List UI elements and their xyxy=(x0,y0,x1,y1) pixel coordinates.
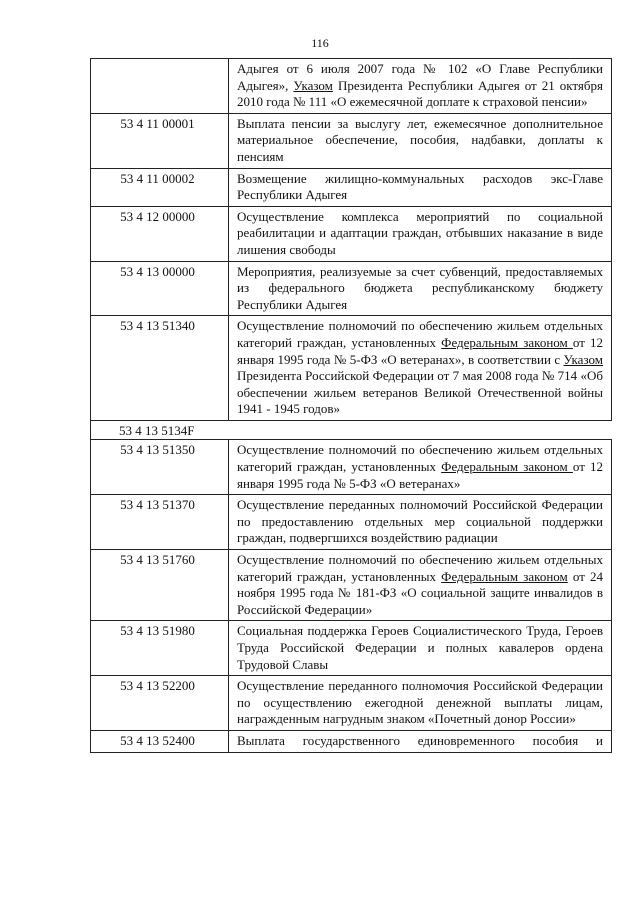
row-description xyxy=(229,621,612,676)
description-text: Осуществление полномочий по обеспечению жильем отдельных категорий граждан, установленных xyxy=(237,552,603,584)
row-code: 53 4 13 51350 xyxy=(91,440,229,495)
row-code: 53 4 12 00000 xyxy=(91,206,229,261)
row-code: 53 4 13 00000 xyxy=(91,261,229,316)
row-description xyxy=(229,440,612,495)
row-code: 53 4 13 52400 xyxy=(91,730,229,752)
description-text: от 24 ноября 1995 года № 181-ФЗ «О социальной защите инвалидов в Российской Федерации» xyxy=(237,568,604,617)
row-description xyxy=(229,261,612,316)
table-row xyxy=(91,420,612,440)
row-code: 53 4 11 00001 xyxy=(91,113,229,168)
legal-reference-link[interactable]: Федеральным законом xyxy=(441,459,573,475)
row-description xyxy=(229,316,612,421)
legal-reference-link[interactable]: Федеральным законом xyxy=(441,334,573,350)
description-text: Осуществление переданных полномочий Российской Федерации по предоставлению отдельных мер социальной поддержки граждан, подвергшихся воздействию радиации xyxy=(237,497,603,546)
row-code: 53 4 13 51760 xyxy=(91,550,229,621)
table-row xyxy=(91,206,612,261)
row-code: 53 4 11 00002 xyxy=(91,168,229,206)
legal-reference-link[interactable]: Указом xyxy=(293,77,333,93)
row-description xyxy=(229,59,612,114)
legal-reference-link[interactable]: Федеральным законом xyxy=(441,568,568,584)
row-description xyxy=(229,730,612,752)
table-row xyxy=(91,261,612,316)
row-description xyxy=(229,113,612,168)
row-code: 53 4 13 51980 xyxy=(91,621,229,676)
row-description xyxy=(229,550,612,621)
description-text: Президента Российской Федерации от 7 мая 2008 года № 714 «Об обеспечении жильем ветеранов Великой Отечественной войны 1941 - 1945 годов» xyxy=(237,368,603,417)
table-row xyxy=(91,316,612,421)
description-text: Осуществление полномочий по обеспечению жильем отдельных категорий граждан, установленных xyxy=(237,318,603,350)
description-text: Адыгея от 6 июля 2007 года № 102 «О Главе Республики Адыгея», xyxy=(237,61,603,93)
description-text: Президента Республики Адыгея от 21 октября 2010 года № 111 «О ежемесячной доплате к страховой пенсии» xyxy=(237,77,603,110)
description-text: Социальная поддержка Героев Социалистического Труда, Героев Труда Российской Федерации и полных кавалеров ордена Трудовой Славы xyxy=(237,623,603,672)
table-row xyxy=(91,676,612,731)
table-row xyxy=(91,113,612,168)
page-number: 116 xyxy=(311,36,329,50)
row-code: 53 4 13 52200 xyxy=(91,676,229,731)
description-text: Выплата пенсии за выслугу лет, ежемесячное дополнительное материальное обеспечение, пособия, надбавки, доплаты к пенсиям xyxy=(237,115,603,164)
table-row xyxy=(91,59,612,114)
description-text: Осуществление комплекса мероприятий по социальной реабилитации и адаптации граждан, отбывших наказание в виде лишения свободы xyxy=(237,208,603,257)
row-code: 53 4 13 51370 xyxy=(91,495,229,550)
description-text: от 12 января 1995 года № 5-ФЗ «О ветеранах», в соответствии с xyxy=(237,334,604,367)
row-description xyxy=(229,676,612,731)
table-row xyxy=(91,550,612,621)
description-text: Осуществление полномочий по обеспечению жильем отдельных категорий граждан, установленных xyxy=(237,442,603,475)
table-row xyxy=(91,730,612,752)
description-text: Возмещение жилищно-коммунальных расходов экс-Главе Республики Адыгея xyxy=(237,170,603,203)
table-row xyxy=(91,440,612,495)
description-text: Выплата государственного единовременного пособия и xyxy=(237,732,603,748)
row-description xyxy=(229,168,612,206)
description-text: Мероприятия, реализуемые за счет субвенций, предоставляемых из федерального бюджета республиканскому бюджету Республики Адыгея xyxy=(237,263,603,312)
table-row xyxy=(91,495,612,550)
budget-code-table xyxy=(90,58,612,753)
description-text: Осуществление переданного полномочия Российской Федерации по осуществлению ежегодной денежной выплаты лицам, награжденным нагрудным знаком «Почетный донор России» xyxy=(237,678,603,727)
row-code xyxy=(91,59,229,114)
row-description xyxy=(229,495,612,550)
description-text: от 12 января 1995 года № 5-ФЗ «О ветеранах» xyxy=(237,459,604,491)
row-code: 53 4 13 51340 xyxy=(91,316,229,421)
row-description xyxy=(229,206,612,261)
row-code: 53 4 13 5134F xyxy=(91,420,229,440)
table-row xyxy=(91,168,612,206)
table-row xyxy=(91,621,612,676)
legal-reference-link[interactable]: Указом xyxy=(563,351,603,367)
table-body xyxy=(91,59,612,753)
row-description xyxy=(229,420,612,440)
